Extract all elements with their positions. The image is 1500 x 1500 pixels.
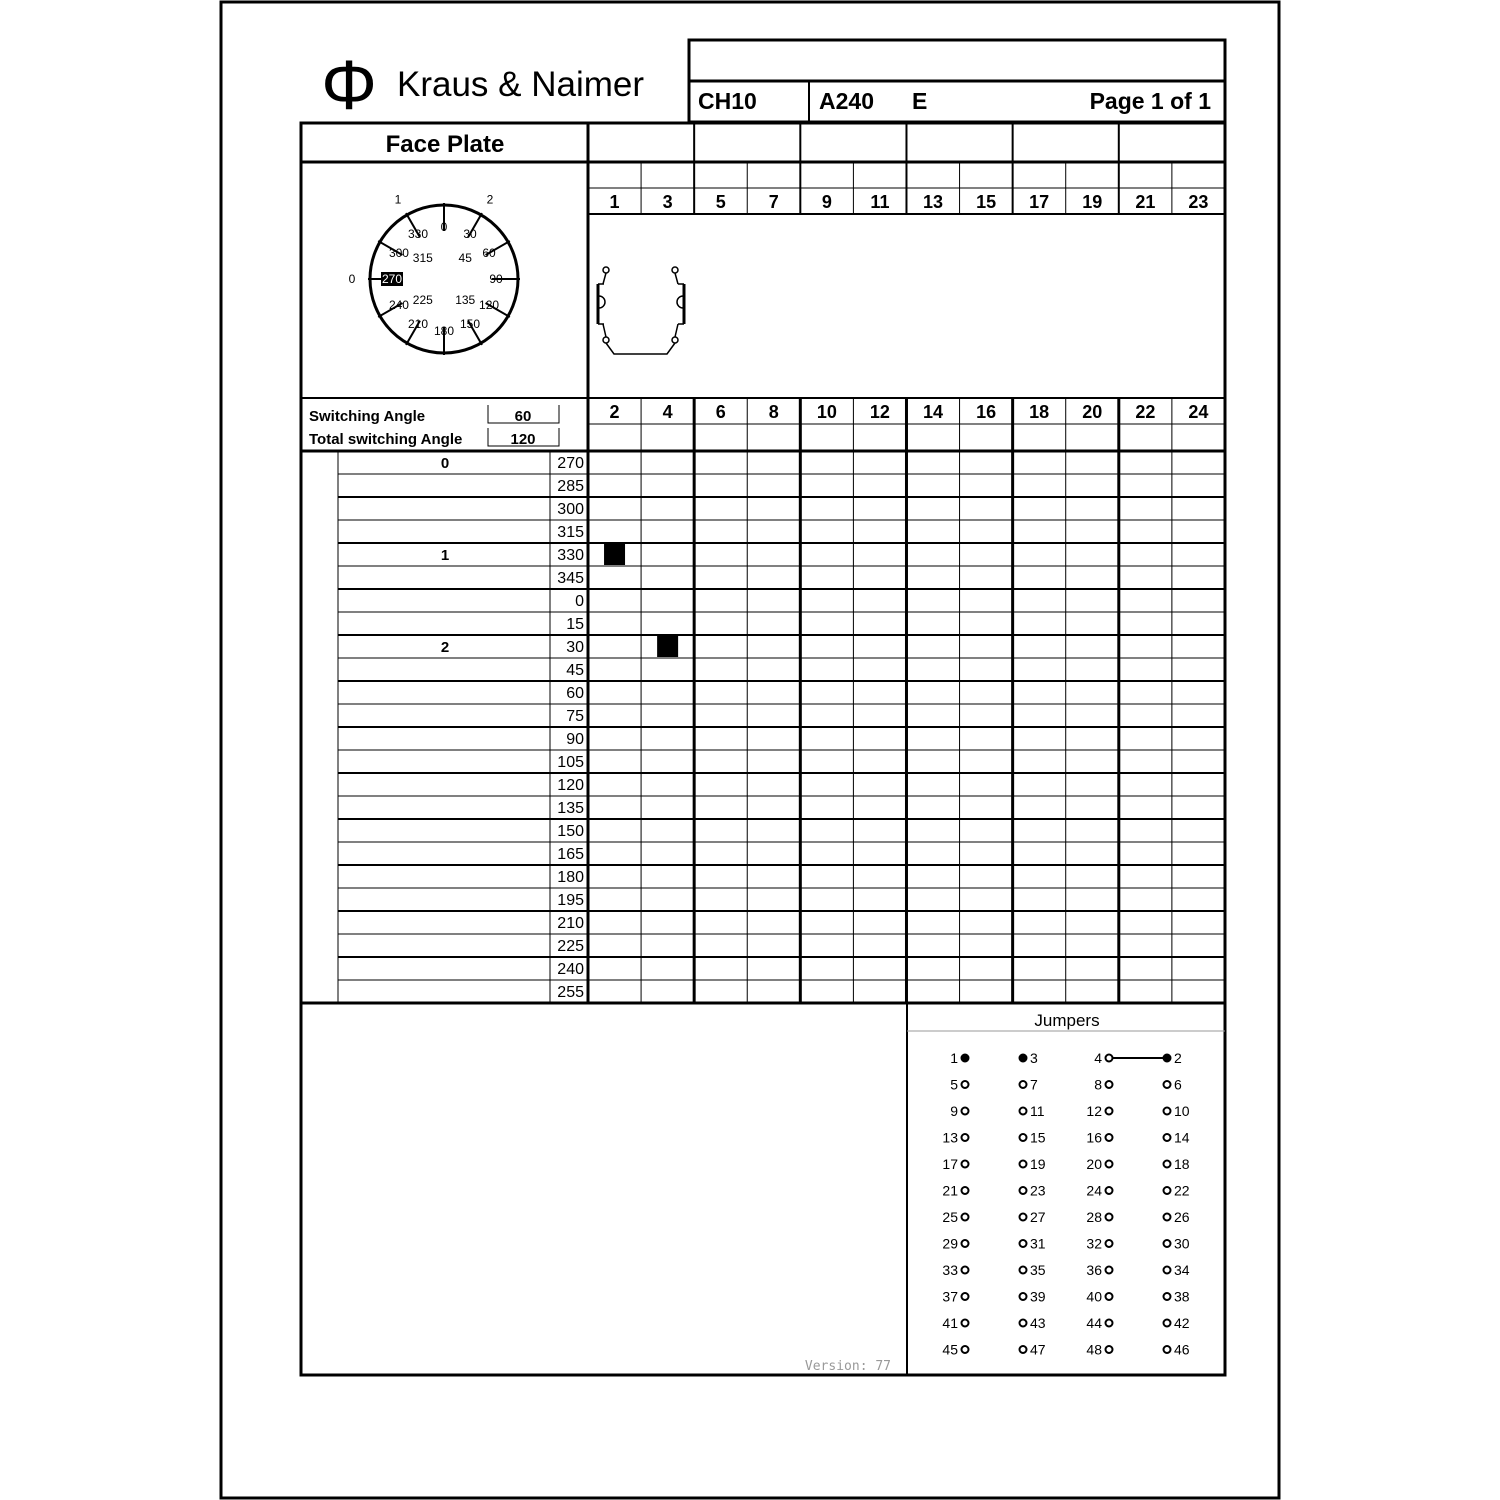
terminal-number: 9 — [821, 192, 832, 212]
jumper-terminal-number: 21 — [942, 1182, 958, 1199]
terminal-number: 5 — [715, 192, 726, 212]
program-code: A240 — [819, 88, 874, 114]
dial-angle-label: 45 — [458, 250, 472, 265]
position-angle: 195 — [557, 892, 584, 909]
jumper-terminal-dot — [962, 1240, 969, 1247]
dial-angle-label: 150 — [459, 317, 481, 332]
position-label: 0 — [440, 455, 450, 472]
jumper-terminal-number: 44 — [1086, 1315, 1102, 1331]
jumper-terminal-number: 39 — [1030, 1288, 1046, 1305]
position-angle: 300 — [557, 501, 584, 518]
switching-angle-label: Switching Angle — [309, 408, 426, 425]
jumper-terminal-number: 15 — [1030, 1129, 1046, 1146]
position-angle: 240 — [557, 961, 584, 978]
jumper-terminal-dot — [962, 1293, 969, 1300]
jumper-terminal-number: 2 — [1174, 1050, 1182, 1066]
jumper-terminal-number: 13 — [942, 1129, 958, 1146]
jumper-terminal-number: 47 — [1030, 1341, 1046, 1358]
jumper-terminal-number: 41 — [942, 1315, 958, 1331]
jumper-terminal-number: 9 — [950, 1103, 958, 1119]
brand-logo — [321, 46, 644, 124]
jumper-terminal-dot — [1164, 1320, 1171, 1327]
position-angle: 285 — [557, 478, 584, 495]
version-label: Version: 77 — [804, 1359, 891, 1374]
jumper-terminal-number: 45 — [942, 1341, 958, 1358]
jumper-terminal-dot — [962, 1267, 969, 1274]
jumper-terminal-number: 5 — [950, 1076, 958, 1093]
jumper-terminal-dot — [1164, 1134, 1171, 1141]
jumper-terminal-dot — [1106, 1240, 1113, 1247]
terminal-number: 20 — [1082, 402, 1103, 422]
dial-position-label: 1 — [394, 192, 402, 207]
jumper-terminal-dot — [1106, 1267, 1113, 1274]
jumper-terminal-dot — [1020, 1346, 1027, 1353]
jumper-terminal-number: 42 — [1174, 1315, 1190, 1331]
jumper-terminal-number: 11 — [1030, 1103, 1045, 1119]
terminal-number: 7 — [768, 192, 779, 212]
jumper-terminal-number: 32 — [1086, 1235, 1102, 1252]
terminal-number: 18 — [1029, 402, 1050, 422]
position-angle: 135 — [557, 800, 584, 817]
jumper-terminal-number: 22 — [1174, 1182, 1190, 1199]
jumper-terminal-dot — [1020, 1187, 1027, 1194]
jumper-terminal-dot — [962, 1134, 969, 1141]
terminal-number: 19 — [1082, 192, 1103, 212]
jumper-terminal-dot — [1020, 1161, 1027, 1168]
jumper-terminal-dot — [1164, 1108, 1171, 1115]
switching-angle-value: 60 — [514, 408, 532, 425]
terminal-number: 13 — [923, 192, 944, 212]
jumper-terminal-number: 19 — [1030, 1156, 1046, 1172]
jumper-terminal-dot — [1106, 1055, 1113, 1062]
jumper-terminal-number: 12 — [1086, 1103, 1102, 1119]
terminal-number: 4 — [662, 402, 673, 422]
terminal-number: 22 — [1135, 402, 1156, 422]
jumper-terminal-number: 40 — [1086, 1288, 1102, 1305]
jumper-terminal-number: 1 — [950, 1050, 958, 1066]
jumper-terminal-dot — [1020, 1081, 1027, 1088]
jumper-terminal-number: 20 — [1086, 1156, 1102, 1172]
terminal-number: 24 — [1188, 402, 1209, 422]
jumper-terminal-number: 18 — [1174, 1156, 1190, 1172]
terminal-number: 23 — [1188, 192, 1209, 212]
jumper-terminal-number: 24 — [1086, 1182, 1102, 1199]
jumper-terminal-number: 36 — [1086, 1262, 1102, 1278]
position-angle: 255 — [557, 984, 584, 1001]
terminal-number: 3 — [662, 192, 673, 212]
closed-contact-mark — [604, 544, 625, 565]
terminal-number: 6 — [715, 402, 726, 422]
dial-angle-label: 30 — [463, 226, 477, 241]
dial-angle-label: 135 — [455, 293, 476, 308]
jumper-terminal-number: 16 — [1086, 1129, 1102, 1146]
dial-angle-label: 240 — [388, 298, 409, 312]
jumpers-table — [942, 1050, 1189, 1358]
series-code: CH10 — [698, 88, 757, 114]
contact-symbol-icon — [598, 267, 684, 354]
jumper-terminal-number: 23 — [1030, 1182, 1046, 1199]
jumpers-title: Jumpers — [1034, 1011, 1100, 1030]
terminal-number: 14 — [923, 402, 944, 422]
jumper-terminal-dot — [962, 1055, 969, 1062]
terminal-number: 1 — [609, 192, 620, 212]
jumper-terminal-dot — [1020, 1320, 1027, 1327]
jumper-terminal-dot — [1106, 1108, 1113, 1115]
closed-contact-mark — [657, 636, 678, 657]
jumper-terminal-number: 4 — [1094, 1050, 1102, 1066]
jumper-terminal-dot — [1164, 1187, 1171, 1194]
jumper-terminal-number: 10 — [1174, 1103, 1190, 1119]
terminal-number: 15 — [976, 192, 997, 212]
terminal-number: 10 — [816, 402, 837, 422]
position-angle: 345 — [557, 570, 584, 587]
jumper-terminal-dot — [1106, 1293, 1113, 1300]
dial-angle-label: 180 — [433, 324, 455, 338]
jumper-terminal-dot — [962, 1081, 969, 1088]
jumper-terminal-number: 26 — [1174, 1209, 1190, 1225]
dial-angle-label: 90 — [489, 272, 503, 286]
dial-angle-label: 225 — [412, 293, 433, 308]
dial-angle-label: 315 — [412, 250, 433, 265]
dial-angle-label: 330 — [407, 226, 429, 241]
jumper-terminal-dot — [1106, 1320, 1113, 1327]
jumper-terminal-dot — [1106, 1346, 1113, 1353]
terminal-number: 11 — [870, 192, 890, 212]
total-switching-angle-value: 120 — [510, 431, 536, 448]
position-angle: 75 — [566, 708, 584, 725]
total-switching-angle-label: Total switching Angle — [309, 431, 463, 448]
jumper-terminal-dot — [1164, 1346, 1171, 1353]
terminal-number: 17 — [1029, 192, 1050, 212]
jumper-terminal-dot — [962, 1346, 969, 1353]
jumper-terminal-number: 3 — [1030, 1050, 1038, 1066]
position-angle: 180 — [557, 869, 584, 886]
position-label: 1 — [440, 547, 450, 564]
dial-angle-label: 60 — [482, 246, 496, 260]
position-angle: 315 — [557, 524, 584, 541]
jumper-terminal-dot — [1020, 1134, 1027, 1141]
terminal-number: 8 — [768, 402, 779, 422]
position-angle: 105 — [557, 754, 584, 771]
jumper-terminal-dot — [962, 1214, 969, 1221]
jumper-terminal-dot — [1164, 1214, 1171, 1221]
jumper-terminal-dot — [1020, 1267, 1027, 1274]
variant-code: E — [912, 88, 928, 114]
face-plate-title: Face Plate — [385, 131, 505, 158]
jumper-terminal-number: 34 — [1174, 1262, 1190, 1278]
jumper-terminal-number: 33 — [942, 1262, 958, 1278]
jumper-terminal-number: 25 — [942, 1209, 958, 1225]
dial-angle-label: 0 — [440, 220, 448, 234]
jumper-terminal-number: 8 — [1094, 1076, 1102, 1093]
dial-angle-label: 120 — [479, 298, 500, 312]
jumper-terminal-dot — [1164, 1055, 1171, 1062]
jumper-terminal-dot — [1106, 1161, 1113, 1168]
jumper-terminal-number: 14 — [1174, 1129, 1190, 1146]
position-angle: 150 — [557, 823, 584, 840]
position-angle: 225 — [557, 938, 584, 955]
terminal-number: 21 — [1135, 192, 1156, 212]
jumper-terminal-dot — [1106, 1187, 1113, 1194]
jumper-terminal-dot — [1020, 1240, 1027, 1247]
terminal-number: 12 — [869, 402, 890, 422]
position-angle: 90 — [566, 731, 584, 748]
page-indicator: Page 1 of 1 — [1089, 88, 1211, 114]
terminal-number: 2 — [609, 402, 620, 422]
jumper-terminal-number: 48 — [1086, 1341, 1102, 1358]
jumper-terminal-number: 17 — [942, 1156, 958, 1172]
face-plate-dial — [349, 192, 520, 355]
jumper-terminal-number: 43 — [1030, 1315, 1046, 1331]
position-angle: 60 — [566, 685, 584, 702]
position-angle: 15 — [566, 616, 584, 633]
jumper-terminal-number: 35 — [1030, 1262, 1046, 1278]
dial-angle-label: 300 — [388, 246, 409, 260]
position-angle: 330 — [557, 547, 584, 564]
jumper-terminal-dot — [1164, 1081, 1171, 1088]
jumper-terminal-dot — [1164, 1161, 1171, 1168]
jumper-terminal-dot — [962, 1187, 969, 1194]
jumper-terminal-number: 38 — [1174, 1288, 1190, 1305]
jumper-terminal-dot — [1020, 1293, 1027, 1300]
jumper-terminal-number: 6 — [1174, 1076, 1182, 1093]
jumper-terminal-dot — [962, 1108, 969, 1115]
jumper-terminal-dot — [1106, 1081, 1113, 1088]
jumper-terminal-dot — [1020, 1214, 1027, 1221]
jumper-terminal-number: 31 — [1030, 1235, 1046, 1252]
jumper-terminal-dot — [1164, 1240, 1171, 1247]
terminal-column-lines — [588, 123, 1225, 1003]
position-angle: 165 — [557, 846, 584, 863]
jumper-terminal-dot — [1020, 1108, 1027, 1115]
jumper-terminal-dot — [962, 1161, 969, 1168]
jumper-terminal-number: 27 — [1030, 1209, 1046, 1225]
jumper-terminal-dot — [1106, 1214, 1113, 1221]
jumper-terminal-dot — [962, 1320, 969, 1327]
dial-position-label: 0 — [348, 272, 356, 286]
dial-angle-label: 210 — [407, 317, 429, 332]
jumper-terminal-dot — [1106, 1134, 1113, 1141]
jumper-terminal-number: 7 — [1030, 1076, 1038, 1093]
dial-position-label: 2 — [486, 192, 494, 207]
jumper-terminal-dot — [1020, 1055, 1027, 1062]
position-table — [338, 455, 1225, 1001]
terminal-number: 16 — [976, 402, 997, 422]
dial-angle-label: 270 — [381, 272, 403, 286]
brand-name: Kraus & Naimer — [397, 65, 645, 104]
jumper-terminal-number: 30 — [1174, 1235, 1190, 1252]
position-angle: 0 — [575, 593, 584, 610]
position-angle: 210 — [557, 915, 584, 932]
position-angle: 120 — [557, 777, 584, 794]
jumper-terminal-number: 46 — [1174, 1341, 1190, 1358]
jumper-terminal-dot — [1164, 1293, 1171, 1300]
jumper-terminal-dot — [1164, 1267, 1171, 1274]
dial-angle-labels — [368, 220, 503, 338]
jumper-terminal-number: 28 — [1086, 1209, 1102, 1225]
jumper-terminal-number: 37 — [942, 1288, 958, 1305]
position-angle: 30 — [566, 639, 584, 656]
position-angle: 270 — [557, 455, 584, 472]
position-label: 2 — [440, 639, 450, 656]
brand-symbol-icon: Φ — [321, 46, 377, 124]
jumper-terminal-number: 29 — [942, 1235, 958, 1252]
position-angle: 45 — [566, 662, 584, 679]
